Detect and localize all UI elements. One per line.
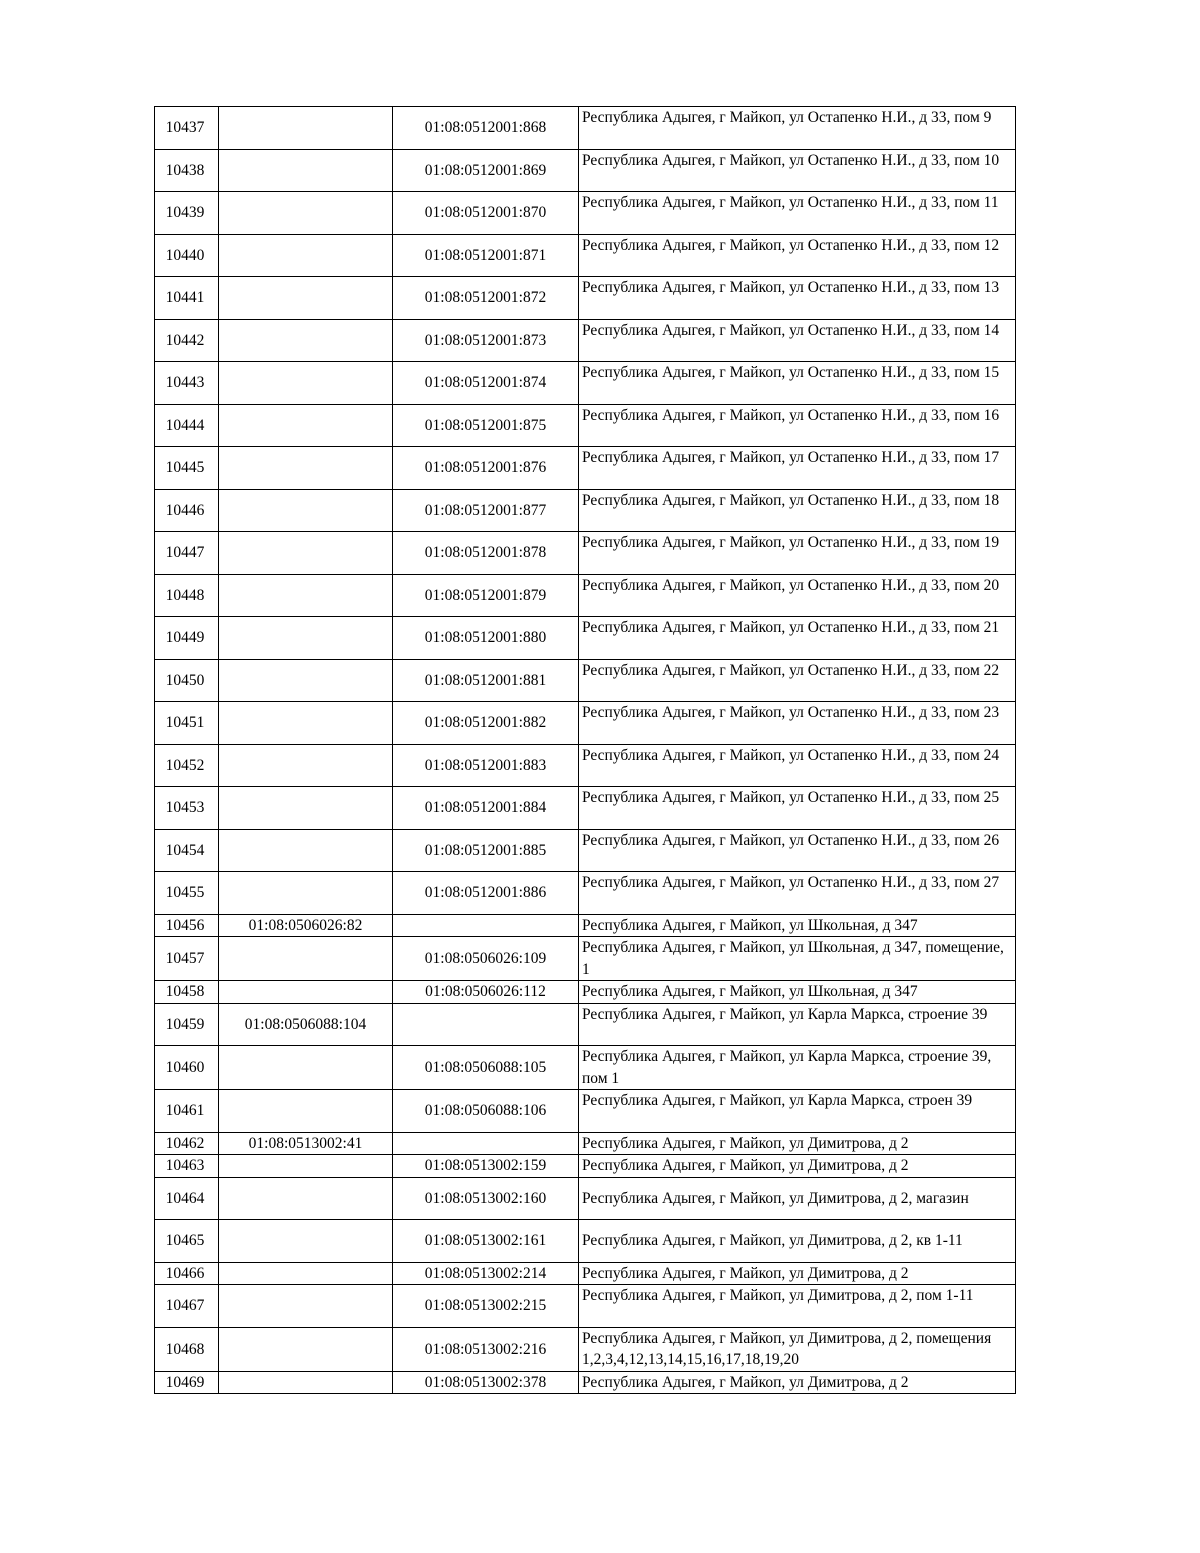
object-cadastral-number-cell: 01:08:0506088:106 (393, 1090, 579, 1133)
table-row (155, 1090, 1016, 1133)
address-cell: Республика Адыгея, г Майкоп, ул Остапенко Н.И., д 33, пом 22 (579, 659, 1016, 702)
object-cadastral-number-cell: 01:08:0513002:378 (393, 1371, 579, 1394)
address-cell: Республика Адыгея, г Майкоп, ул Остапенко Н.И., д 33, пом 23 (579, 702, 1016, 745)
row-number-cell: 10451 (155, 702, 219, 745)
object-cadastral-number-cell: 01:08:0512001:875 (393, 404, 579, 447)
row-number-cell: 10455 (155, 872, 219, 915)
address-cell: Республика Адыгея, г Майкоп, ул Остапенко Н.И., д 33, пом 15 (579, 362, 1016, 405)
address-cell: Республика Адыгея, г Майкоп, ул Остапенко Н.И., д 33, пом 10 (579, 149, 1016, 192)
object-cadastral-number-cell: 01:08:0512001:886 (393, 872, 579, 915)
row-number-cell: 10440 (155, 234, 219, 277)
table-row (155, 872, 1016, 915)
parcel-cadastral-number-cell (219, 787, 393, 830)
parcel-cadastral-number-cell (219, 1090, 393, 1133)
row-number-cell: 10456 (155, 914, 219, 937)
object-cadastral-number-cell (393, 1003, 579, 1046)
row-number-cell: 10461 (155, 1090, 219, 1133)
parcel-cadastral-number-cell (219, 149, 393, 192)
parcel-cadastral-number-cell (219, 319, 393, 362)
object-cadastral-number-cell: 01:08:0512001:870 (393, 192, 579, 235)
parcel-cadastral-number-cell (219, 937, 393, 981)
table-row (155, 914, 1016, 937)
row-number-cell: 10439 (155, 192, 219, 235)
table-row (155, 1371, 1016, 1394)
address-cell: Республика Адыгея, г Майкоп, ул Димитрова, д 2, кв 1-11 (579, 1220, 1016, 1263)
object-cadastral-number-cell: 01:08:0512001:884 (393, 787, 579, 830)
row-number-cell: 10454 (155, 829, 219, 872)
registry-table (154, 106, 1016, 1394)
parcel-cadastral-number-cell (219, 362, 393, 405)
parcel-cadastral-number-cell (219, 234, 393, 277)
row-number-cell: 10438 (155, 149, 219, 192)
table-row (155, 192, 1016, 235)
table-row (155, 362, 1016, 405)
address-cell: Республика Адыгея, г Майкоп, ул Остапенко Н.И., д 33, пом 17 (579, 447, 1016, 490)
object-cadastral-number-cell: 01:08:0506088:105 (393, 1046, 579, 1090)
parcel-cadastral-number-cell (219, 107, 393, 150)
address-cell: Республика Адыгея, г Майкоп, ул Остапенко Н.И., д 33, пом 13 (579, 277, 1016, 320)
parcel-cadastral-number-cell (219, 574, 393, 617)
address-cell: Республика Адыгея, г Майкоп, ул Димитрова, д 2 (579, 1262, 1016, 1285)
parcel-cadastral-number-cell (219, 744, 393, 787)
object-cadastral-number-cell: 01:08:0513002:215 (393, 1285, 579, 1328)
object-cadastral-number-cell: 01:08:0506026:109 (393, 937, 579, 981)
object-cadastral-number-cell: 01:08:0512001:881 (393, 659, 579, 702)
table-row (155, 574, 1016, 617)
table-row (155, 981, 1016, 1004)
table-row (155, 319, 1016, 362)
object-cadastral-number-cell (393, 1132, 579, 1155)
row-number-cell: 10465 (155, 1220, 219, 1263)
address-cell: Республика Адыгея, г Майкоп, ул Остапенко Н.И., д 33, пом 24 (579, 744, 1016, 787)
parcel-cadastral-number-cell (219, 1155, 393, 1178)
parcel-cadastral-number-cell (219, 404, 393, 447)
row-number-cell: 10458 (155, 981, 219, 1004)
table-row (155, 404, 1016, 447)
address-cell: Республика Адыгея, г Майкоп, ул Димитрова, д 2, магазин (579, 1177, 1016, 1220)
row-number-cell: 10469 (155, 1371, 219, 1394)
table-row (155, 659, 1016, 702)
parcel-cadastral-number-cell (219, 192, 393, 235)
object-cadastral-number-cell: 01:08:0512001:880 (393, 617, 579, 660)
parcel-cadastral-number-cell (219, 872, 393, 915)
parcel-cadastral-number-cell (219, 1046, 393, 1090)
address-cell: Республика Адыгея, г Майкоп, ул Димитрова, д 2, пом 1-11 (579, 1285, 1016, 1328)
row-number-cell: 10459 (155, 1003, 219, 1046)
row-number-cell: 10460 (155, 1046, 219, 1090)
row-number-cell: 10462 (155, 1132, 219, 1155)
object-cadastral-number-cell: 01:08:0512001:877 (393, 489, 579, 532)
row-number-cell: 10466 (155, 1262, 219, 1285)
address-cell: Республика Адыгея, г Майкоп, ул Школьная, д 347, помещение, 1 (579, 937, 1016, 981)
parcel-cadastral-number-cell (219, 829, 393, 872)
table-row (155, 1285, 1016, 1328)
parcel-cadastral-number-cell (219, 1220, 393, 1263)
table-row (155, 149, 1016, 192)
row-number-cell: 10457 (155, 937, 219, 981)
parcel-cadastral-number-cell (219, 617, 393, 660)
object-cadastral-number-cell (393, 914, 579, 937)
address-cell: Республика Адыгея, г Майкоп, ул Димитрова, д 2 (579, 1371, 1016, 1394)
address-cell: Республика Адыгея, г Майкоп, ул Остапенко Н.И., д 33, пом 19 (579, 532, 1016, 575)
object-cadastral-number-cell: 01:08:0512001:882 (393, 702, 579, 745)
parcel-cadastral-number-cell (219, 277, 393, 320)
row-number-cell: 10441 (155, 277, 219, 320)
table-row (155, 277, 1016, 320)
object-cadastral-number-cell: 01:08:0512001:885 (393, 829, 579, 872)
object-cadastral-number-cell: 01:08:0512001:871 (393, 234, 579, 277)
object-cadastral-number-cell: 01:08:0513002:160 (393, 1177, 579, 1220)
address-cell: Республика Адыгея, г Майкоп, ул Остапенко Н.И., д 33, пом 9 (579, 107, 1016, 150)
parcel-cadastral-number-cell (219, 1371, 393, 1394)
address-cell: Республика Адыгея, г Майкоп, ул Карла Маркса, строение 39 (579, 1003, 1016, 1046)
parcel-cadastral-number-cell (219, 981, 393, 1004)
parcel-cadastral-number-cell (219, 702, 393, 745)
address-cell: Республика Адыгея, г Майкоп, ул Школьная, д 347 (579, 981, 1016, 1004)
object-cadastral-number-cell: 01:08:0512001:869 (393, 149, 579, 192)
table-row (155, 1220, 1016, 1263)
table-row (155, 532, 1016, 575)
address-cell: Республика Адыгея, г Майкоп, ул Остапенко Н.И., д 33, пом 25 (579, 787, 1016, 830)
object-cadastral-number-cell: 01:08:0513002:214 (393, 1262, 579, 1285)
row-number-cell: 10463 (155, 1155, 219, 1178)
row-number-cell: 10464 (155, 1177, 219, 1220)
parcel-cadastral-number-cell (219, 447, 393, 490)
object-cadastral-number-cell: 01:08:0512001:872 (393, 277, 579, 320)
table-row (155, 1046, 1016, 1090)
row-number-cell: 10446 (155, 489, 219, 532)
table-row (155, 937, 1016, 981)
row-number-cell: 10447 (155, 532, 219, 575)
table-row (155, 1327, 1016, 1371)
object-cadastral-number-cell: 01:08:0512001:868 (393, 107, 579, 150)
object-cadastral-number-cell: 01:08:0513002:216 (393, 1327, 579, 1371)
object-cadastral-number-cell: 01:08:0513002:161 (393, 1220, 579, 1263)
parcel-cadastral-number-cell (219, 1327, 393, 1371)
address-cell: Республика Адыгея, г Майкоп, ул Остапенко Н.И., д 33, пом 16 (579, 404, 1016, 447)
table-row (155, 1155, 1016, 1178)
row-number-cell: 10449 (155, 617, 219, 660)
object-cadastral-number-cell: 01:08:0512001:879 (393, 574, 579, 617)
parcel-cadastral-number-cell (219, 1262, 393, 1285)
address-cell: Республика Адыгея, г Майкоп, ул Димитрова, д 2 (579, 1132, 1016, 1155)
parcel-cadastral-number-cell (219, 532, 393, 575)
parcel-cadastral-number-cell (219, 489, 393, 532)
row-number-cell: 10453 (155, 787, 219, 830)
registry-table-body (155, 107, 1016, 1394)
object-cadastral-number-cell: 01:08:0512001:876 (393, 447, 579, 490)
table-row (155, 489, 1016, 532)
table-row (155, 1262, 1016, 1285)
parcel-cadastral-number-cell: 01:08:0513002:41 (219, 1132, 393, 1155)
address-cell: Республика Адыгея, г Майкоп, ул Остапенко Н.И., д 33, пом 21 (579, 617, 1016, 660)
table-row (155, 234, 1016, 277)
address-cell: Республика Адыгея, г Майкоп, ул Остапенко Н.И., д 33, пом 27 (579, 872, 1016, 915)
address-cell: Республика Адыгея, г Майкоп, ул Остапенко Н.И., д 33, пом 20 (579, 574, 1016, 617)
parcel-cadastral-number-cell (219, 1285, 393, 1328)
object-cadastral-number-cell: 01:08:0512001:878 (393, 532, 579, 575)
row-number-cell: 10444 (155, 404, 219, 447)
row-number-cell: 10450 (155, 659, 219, 702)
address-cell: Республика Адыгея, г Майкоп, ул Димитрова, д 2, помещения 1,2,3,4,12,13,14,15,16,17,18,19,20 (579, 1327, 1016, 1371)
table-row (155, 787, 1016, 830)
address-cell: Республика Адыгея, г Майкоп, ул Остапенко Н.И., д 33, пом 26 (579, 829, 1016, 872)
table-row (155, 1003, 1016, 1046)
table-row (155, 617, 1016, 660)
table-row (155, 829, 1016, 872)
parcel-cadastral-number-cell: 01:08:0506088:104 (219, 1003, 393, 1046)
object-cadastral-number-cell: 01:08:0513002:159 (393, 1155, 579, 1178)
parcel-cadastral-number-cell (219, 659, 393, 702)
table-row (155, 1132, 1016, 1155)
table-row (155, 447, 1016, 490)
address-cell: Республика Адыгея, г Майкоп, ул Димитрова, д 2 (579, 1155, 1016, 1178)
row-number-cell: 10448 (155, 574, 219, 617)
address-cell: Республика Адыгея, г Майкоп, ул Школьная, д 347 (579, 914, 1016, 937)
table-row (155, 107, 1016, 150)
address-cell: Республика Адыгея, г Майкоп, ул Остапенко Н.И., д 33, пом 11 (579, 192, 1016, 235)
table-row (155, 744, 1016, 787)
row-number-cell: 10445 (155, 447, 219, 490)
address-cell: Республика Адыгея, г Майкоп, ул Карла Маркса, строение 39, пом 1 (579, 1046, 1016, 1090)
row-number-cell: 10468 (155, 1327, 219, 1371)
address-cell: Республика Адыгея, г Майкоп, ул Остапенко Н.И., д 33, пом 18 (579, 489, 1016, 532)
row-number-cell: 10442 (155, 319, 219, 362)
row-number-cell: 10452 (155, 744, 219, 787)
object-cadastral-number-cell: 01:08:0512001:883 (393, 744, 579, 787)
address-cell: Республика Адыгея, г Майкоп, ул Остапенко Н.И., д 33, пом 12 (579, 234, 1016, 277)
object-cadastral-number-cell: 01:08:0512001:874 (393, 362, 579, 405)
parcel-cadastral-number-cell: 01:08:0506026:82 (219, 914, 393, 937)
address-cell: Республика Адыгея, г Майкоп, ул Остапенко Н.И., д 33, пом 14 (579, 319, 1016, 362)
object-cadastral-number-cell: 01:08:0506026:112 (393, 981, 579, 1004)
parcel-cadastral-number-cell (219, 1177, 393, 1220)
row-number-cell: 10467 (155, 1285, 219, 1328)
row-number-cell: 10437 (155, 107, 219, 150)
table-row (155, 1177, 1016, 1220)
address-cell: Республика Адыгея, г Майкоп, ул Карла Маркса, строен 39 (579, 1090, 1016, 1133)
row-number-cell: 10443 (155, 362, 219, 405)
table-row (155, 702, 1016, 745)
object-cadastral-number-cell: 01:08:0512001:873 (393, 319, 579, 362)
